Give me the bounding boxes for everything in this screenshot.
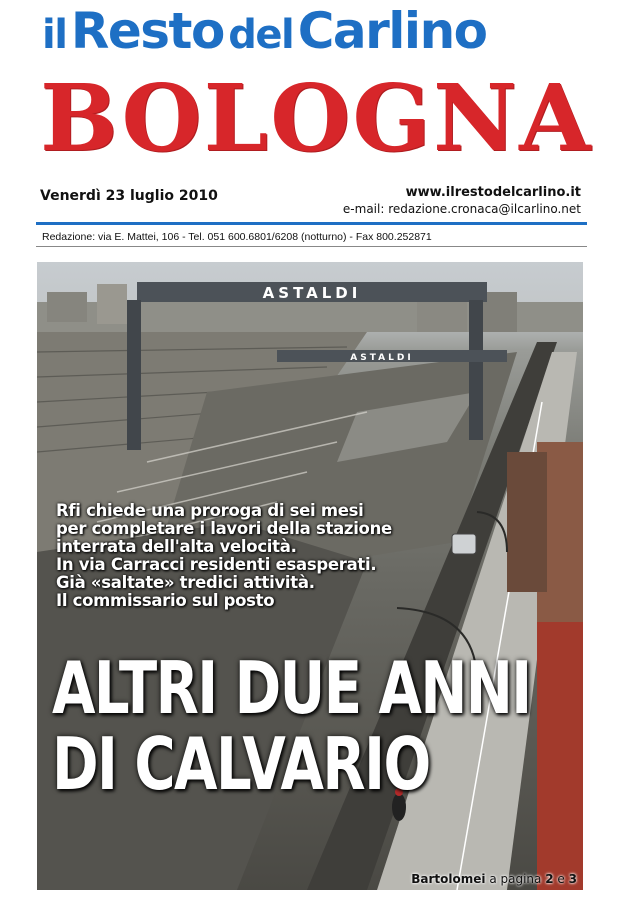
masthead-del: del (228, 12, 294, 58)
story-credit[interactable] (411, 872, 577, 886)
gantry-sign-far: ASTALDI (350, 353, 414, 363)
headline-line: DI CALVARIO (52, 722, 430, 806)
credit-page-1: 2 (545, 872, 554, 886)
main-headline (52, 646, 531, 806)
editorial-contact: Redazione: via E. Mattei, 106 - Tel. 051 600.6801/6208 (notturno) - Fax 800.252871 (42, 231, 432, 243)
header-divider (36, 222, 587, 225)
masthead-il: il (42, 12, 67, 58)
subhead-line: Il commissario sul posto (56, 591, 275, 610)
contact-divider (36, 246, 587, 247)
email-contact[interactable]: e-mail: redazione.cronaca@ilcarlino.net (342, 202, 581, 216)
credit-mid: a pagina (489, 872, 542, 886)
subhead-line: per completare i lavori della stazione (56, 519, 392, 538)
credit-author: Bartolomei (411, 872, 486, 886)
subhead-line: Già «saltate» tredici attività. (56, 573, 315, 592)
masthead-brand (42, 2, 487, 60)
headline-line: ALTRI DUE ANNI (52, 646, 531, 730)
masthead-resto: Resto (70, 2, 224, 60)
subhead-line: Rfi chiede una proroga di sei mesi (56, 501, 364, 520)
masthead-carlino: Carlino (297, 2, 487, 60)
subhead-line: interrata dell'alta velocità. (56, 537, 297, 556)
story-subhead (56, 502, 392, 610)
credit-and: e (557, 872, 565, 886)
issue-date: Venerdì 23 luglio 2010 (40, 188, 218, 204)
subhead-line: In via Carracci residenti esasperati. (56, 555, 377, 574)
masthead-city: BOLOGNA (40, 64, 593, 172)
website-link[interactable]: www.ilrestodelcarlino.it (405, 185, 581, 200)
credit-page-2: 3 (568, 872, 577, 886)
gantry-sign-main: ASTALDI (262, 284, 362, 302)
